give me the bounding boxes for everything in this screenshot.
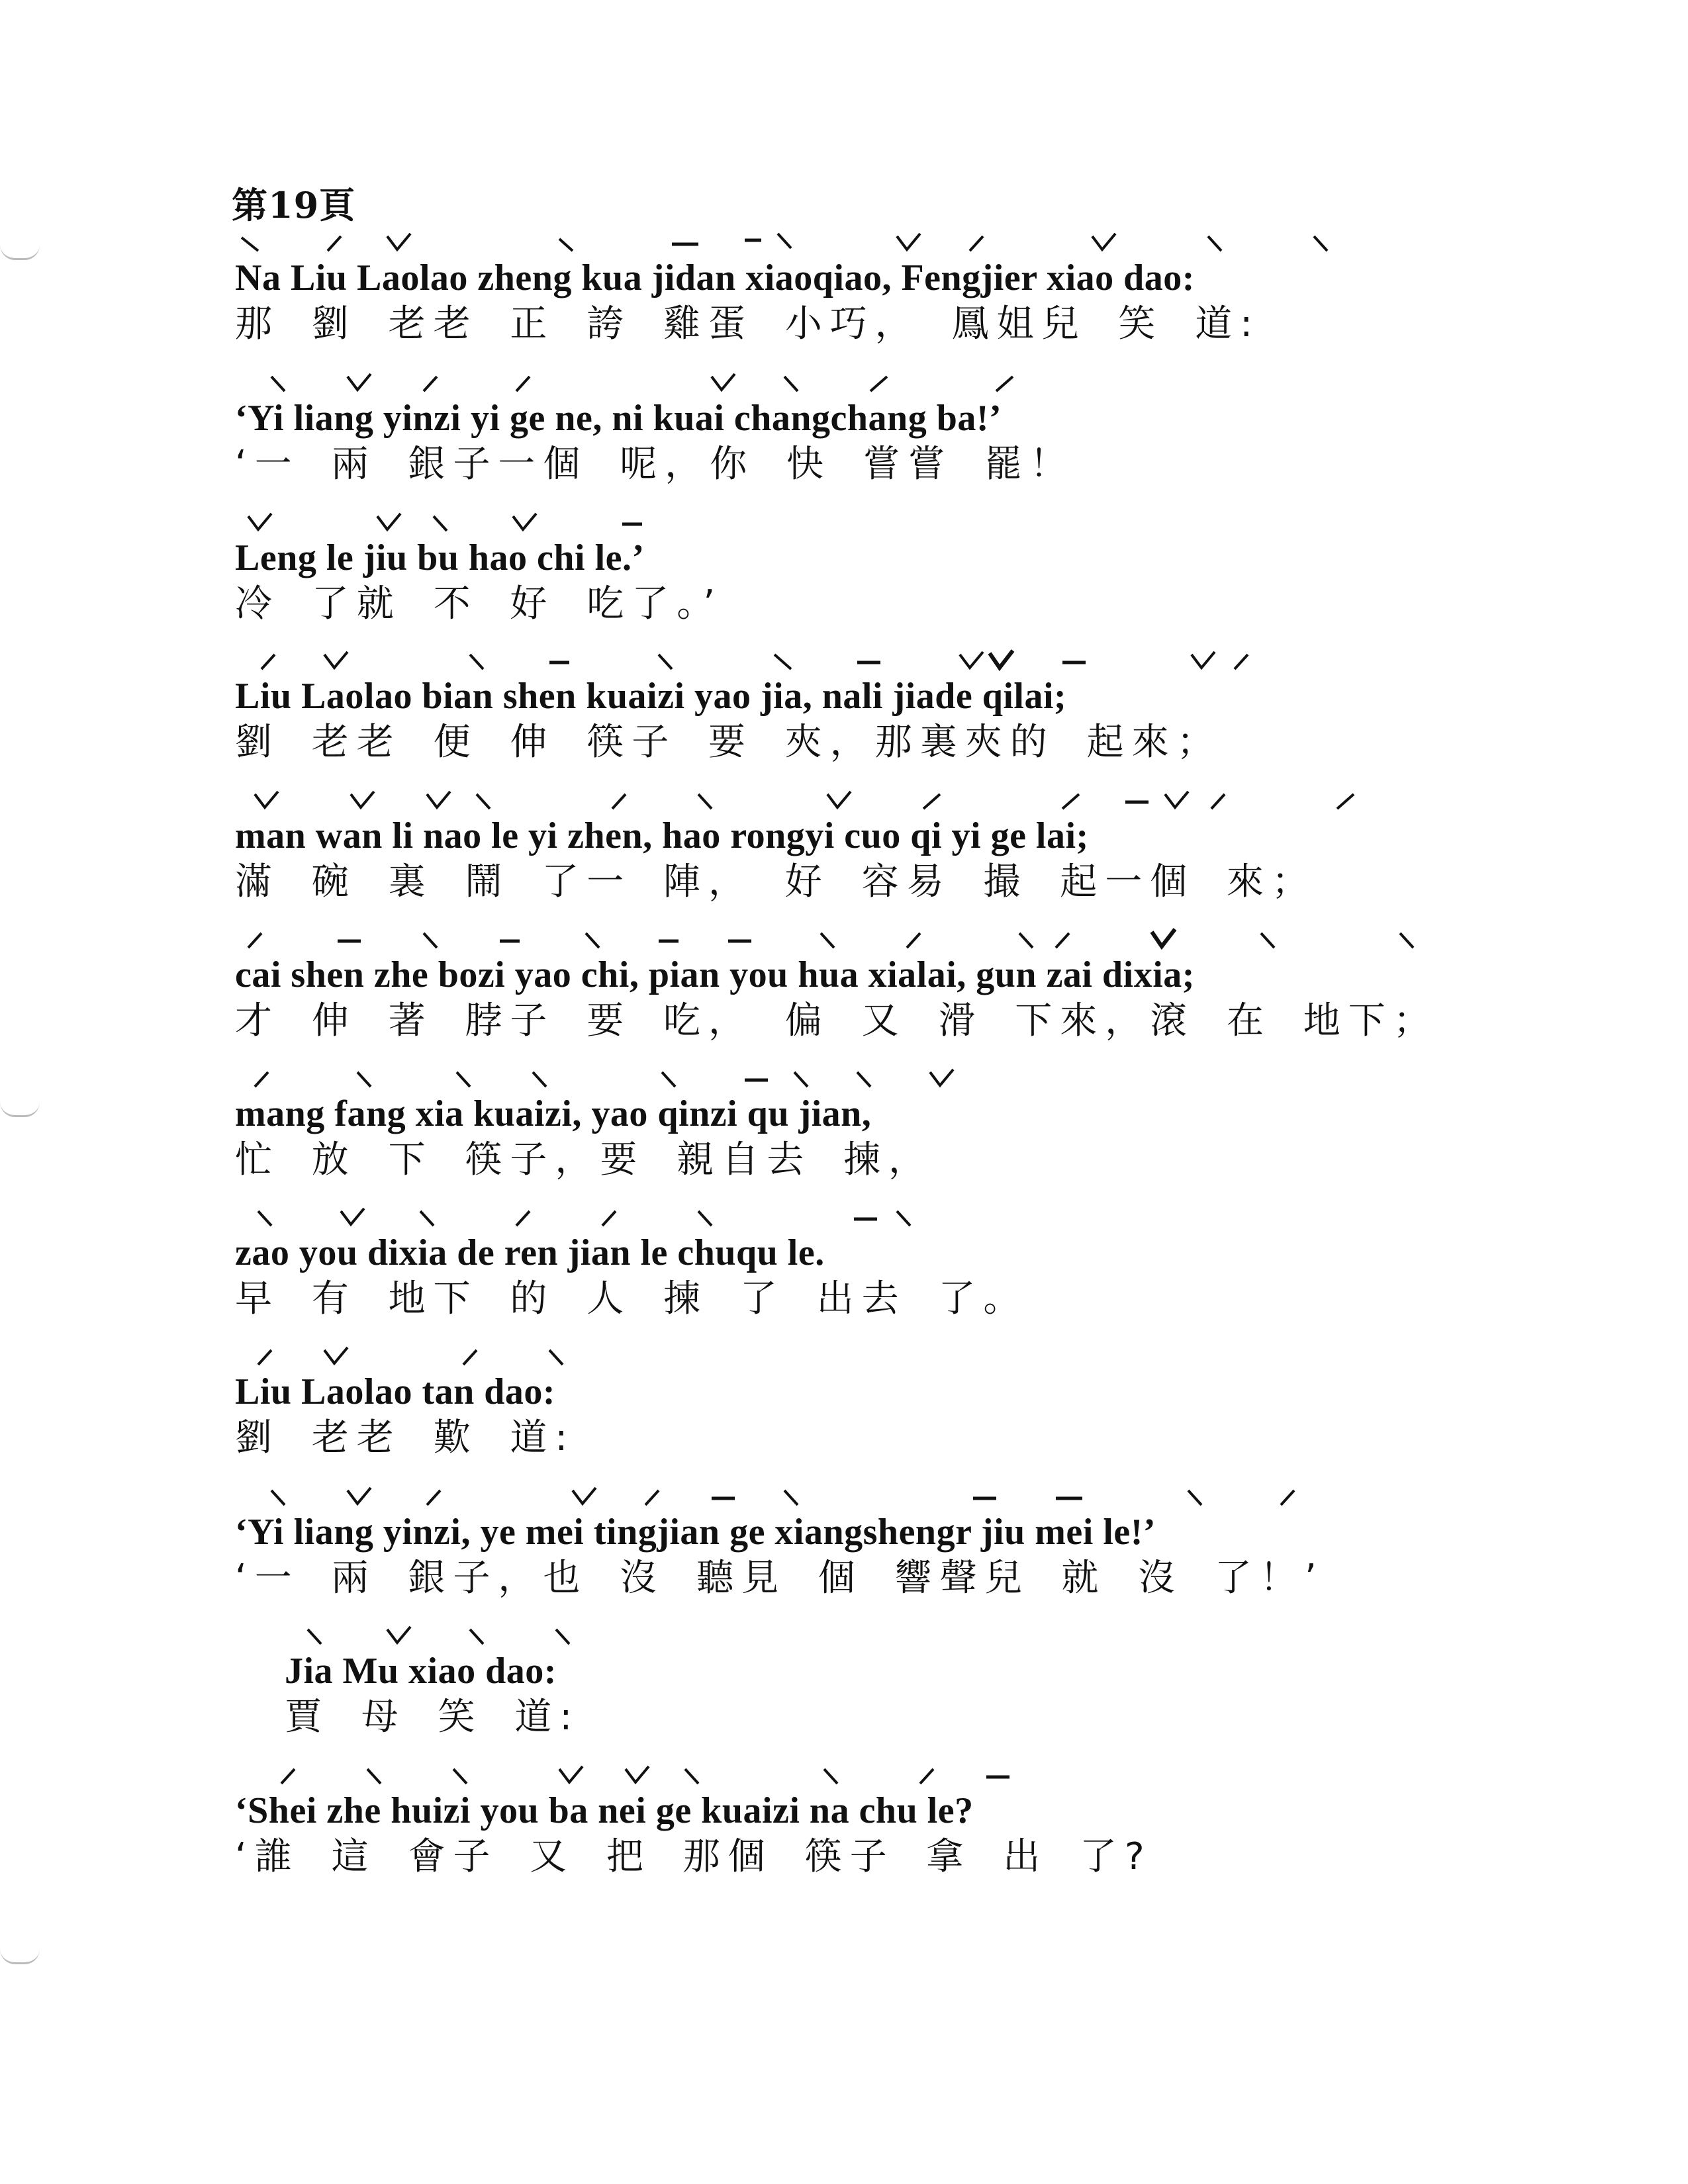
pinyin-line bbox=[235, 952, 1438, 998]
pinyin-line bbox=[235, 255, 1260, 301]
stanza-2 bbox=[235, 395, 1075, 488]
pinyin-text: Liu Laolao tan dao: bbox=[235, 1371, 556, 1412]
hanzi-line: 劉 老老 便 伸 筷子 要 夾，那裏夾的 起來； bbox=[235, 721, 1222, 764]
hanzi-line: 劉 老老 歎 道: bbox=[235, 1416, 576, 1459]
pinyin-line bbox=[235, 813, 1317, 859]
pinyin-text: ‘Yi liang yinzi yi ge ne, ni kuai changchang ba!’ bbox=[235, 398, 1002, 439]
tone-marks bbox=[235, 1067, 1559, 1089]
pinyin-line bbox=[235, 395, 1075, 441]
pinyin-text: cai shen zhe bozi yao chi, pian you hua xialai, gun zai dixia; bbox=[235, 954, 1195, 995]
pinyin-text: ‘Yi liang yinzi, ye mei tingjian ge xiangshengr jiu mei le!’ bbox=[235, 1512, 1156, 1553]
stanza-7 bbox=[235, 1091, 933, 1183]
punch-hole-mark-middle bbox=[0, 1102, 40, 1117]
pinyin-text: man wan li nao le yi zhen, hao rongyi cuo qi yi ge lai; bbox=[235, 815, 1089, 856]
pinyin-text: Liu Laolao bian shen kuaizi yao jia, nali jiade qilai; bbox=[235, 676, 1067, 717]
stanza-3 bbox=[235, 535, 723, 627]
tone-marks bbox=[235, 1345, 1559, 1367]
hanzi-line: 滿 碗 裏 鬧 了一 陣， 好 容易 撮 起一個 來； bbox=[235, 860, 1317, 903]
tone-marks bbox=[285, 1624, 1609, 1647]
tone-marks bbox=[235, 928, 1559, 950]
pinyin-line bbox=[285, 1648, 580, 1694]
hanzi-line: ‘一 兩 銀子一個 呢，你 快 嘗嘗 罷！ bbox=[235, 443, 1075, 486]
stanza-1 bbox=[235, 255, 1260, 347]
hanzi-line: 冷 了就 不 好 吃了。’ bbox=[235, 582, 724, 625]
stanza-10 bbox=[235, 1509, 1325, 1602]
tone-marks bbox=[235, 511, 1559, 533]
hanzi-line: 賈 母 笑 道: bbox=[285, 1696, 581, 1739]
hanzi-line: 忙 放 下 筷子，要 親自去 揀， bbox=[235, 1138, 934, 1181]
pinyin-text: Jia Mu xiao dao: bbox=[285, 1651, 557, 1692]
page-number-header: 第19頁 bbox=[232, 184, 356, 226]
tone-marks bbox=[235, 231, 1559, 253]
pinyin-text: mang fang xia kuaizi, yao qinzi qu jian, bbox=[235, 1093, 872, 1134]
pinyin-line bbox=[235, 1788, 1152, 1834]
hanzi-line: 早 有 地下 的 人 揀 了 出去 了。 bbox=[235, 1277, 1029, 1320]
stanza-11 bbox=[285, 1648, 580, 1741]
stanza-4 bbox=[235, 673, 1222, 766]
hanzi-line: ‘一 兩 銀子，也 沒 聽見 個 響聲兒 就 沒 了！’ bbox=[235, 1557, 1325, 1600]
hanzi-line: ‘誰 這 會子 又 把 那個 筷子 拿 出 了? bbox=[235, 1835, 1152, 1878]
hanzi-line: 那 劉 老老 正 誇 雞蛋 小巧， 鳳姐兒 笑 道: bbox=[235, 302, 1261, 345]
stanza-5 bbox=[235, 813, 1317, 905]
pinyin-line bbox=[235, 1369, 575, 1415]
tone-marks bbox=[235, 649, 1559, 672]
pinyin-text: Na Liu Laolao zheng kua jidan xiaoqiao, Fengjier xiao dao: bbox=[235, 257, 1195, 298]
pinyin-text: ‘Shei zhe huizi you ba nei ge kuaizi na chu le? bbox=[235, 1790, 974, 1831]
stanza-8 bbox=[235, 1230, 1028, 1322]
tone-marks bbox=[235, 1764, 1559, 1786]
pinyin-line bbox=[235, 535, 723, 581]
tone-marks bbox=[235, 371, 1559, 394]
pinyin-line bbox=[235, 1230, 1028, 1276]
punch-hole-mark-bottom bbox=[0, 1949, 40, 1964]
pinyin-line bbox=[235, 673, 1222, 719]
hanzi-line: 才 伸 著 脖子 要 吃， 偏 又 滑 下來，滾 在 地下； bbox=[235, 999, 1438, 1042]
stanza-12 bbox=[235, 1788, 1152, 1880]
tone-marks bbox=[235, 789, 1559, 811]
pinyin-text: Leng le jiu bu hao chi le.’ bbox=[235, 537, 645, 578]
stanza-9 bbox=[235, 1369, 575, 1461]
tone-marks bbox=[235, 1485, 1559, 1508]
stanza-6 bbox=[235, 952, 1438, 1044]
punch-hole-mark-top bbox=[0, 245, 40, 260]
tone-marks bbox=[235, 1206, 1559, 1228]
pinyin-line bbox=[235, 1509, 1325, 1555]
pinyin-text: zao you dixia de ren jian le chuqu le. bbox=[235, 1232, 825, 1273]
pinyin-line bbox=[235, 1091, 933, 1137]
